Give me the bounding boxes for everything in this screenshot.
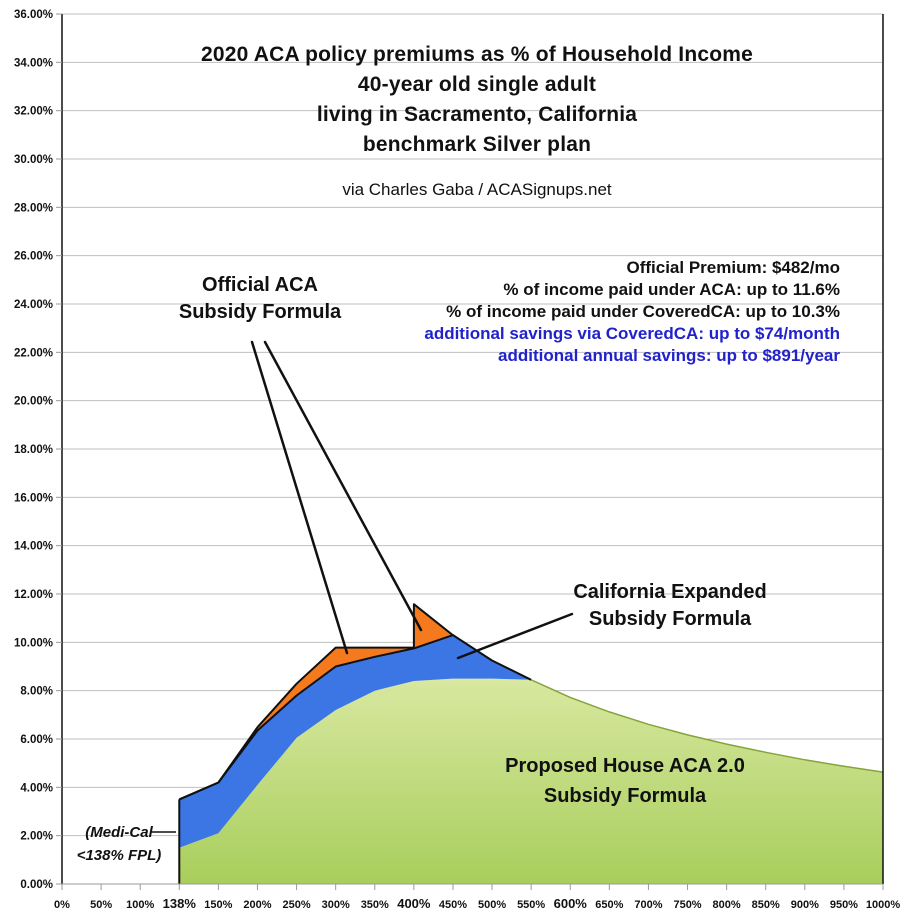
x-tick-label: 250% xyxy=(282,899,311,911)
label-california-line1: California Expanded xyxy=(573,581,767,603)
x-tick-label: 750% xyxy=(673,899,702,911)
x-tick-label: 100% xyxy=(126,899,155,911)
x-tick-label: 550% xyxy=(517,899,546,911)
y-tick-label: 16.00% xyxy=(13,492,53,505)
title-line-3: living in Sacramento, California xyxy=(316,103,638,126)
y-tick-label: 6.00% xyxy=(20,734,53,746)
y-tick-label: 4.00% xyxy=(20,782,53,795)
stat-official-premium: Official Premium: $482/mo xyxy=(626,258,840,277)
y-tick-label: 2.00% xyxy=(20,830,53,843)
y-tick-label: 0.00% xyxy=(20,879,53,891)
callout-line-official-2 xyxy=(265,342,421,630)
label-medical-line2: <138% FPL) xyxy=(76,847,162,864)
x-tick-label: 200% xyxy=(243,899,272,911)
stats-annotation-block xyxy=(424,257,840,367)
stat-monthly-savings: additional savings via CoveredCA: up to $74/month xyxy=(424,324,840,343)
y-tick-label: 32.00% xyxy=(13,105,53,118)
x-tick-label: 1000% xyxy=(865,899,901,911)
y-tick-label: 28.00% xyxy=(13,202,53,215)
y-tick-label: 14.00% xyxy=(13,540,53,553)
y-tick-label: 36.00% xyxy=(13,9,53,21)
y-tick-label: 26.00% xyxy=(13,250,53,263)
label-california-line2: Subsidy Formula xyxy=(588,608,752,630)
label-official-aca-formula xyxy=(140,272,380,326)
title-line-4: benchmark Silver plan xyxy=(362,133,592,156)
x-tick-label: 700% xyxy=(634,899,663,911)
x-tick-label: 800% xyxy=(712,899,741,911)
x-tick-label: 50% xyxy=(90,899,113,911)
attribution-text: via Charles Gaba / ACASignups.net xyxy=(342,180,612,199)
title-line-1: 2020 ACA policy premiums as % of Household Income xyxy=(200,43,754,66)
stat-coveredca-percent: % of income paid under CoveredCA: up to 10.3% xyxy=(446,302,840,321)
x-tick-label: 900% xyxy=(790,899,819,911)
label-california-expanded-formula xyxy=(540,579,800,633)
label-official-line1: Official ACA xyxy=(202,274,318,296)
x-tick-label: 0% xyxy=(54,899,70,911)
chart-title xyxy=(62,40,892,160)
y-tick-label: 24.00% xyxy=(13,299,53,311)
label-official-line2: Subsidy Formula xyxy=(178,301,342,323)
y-tick-label: 30.00% xyxy=(13,154,53,166)
y-tick-label: 12.00% xyxy=(13,589,53,601)
x-tick-label: 138% xyxy=(162,896,196,911)
stat-aca-percent: % of income paid under ACA: up to 11.6% xyxy=(503,280,840,299)
y-tick-label: 10.00% xyxy=(13,637,53,650)
y-tick-label: 22.00% xyxy=(13,347,53,360)
y-tick-label: 8.00% xyxy=(20,685,53,698)
x-tick-label: 500% xyxy=(477,899,507,911)
y-tick-label: 20.00% xyxy=(13,395,53,408)
x-tick-label: 450% xyxy=(438,899,468,911)
x-tick-label: 650% xyxy=(595,899,624,911)
x-tick-label: 150% xyxy=(204,899,233,911)
y-tick-label: 18.00% xyxy=(13,444,53,456)
x-tick-label: 400% xyxy=(397,896,431,911)
stat-annual-savings: additional annual savings: up to $891/year xyxy=(498,346,840,365)
label-house-line1: Proposed House ACA 2.0 xyxy=(505,755,745,777)
x-tick-label: 300% xyxy=(321,899,350,911)
x-tick-label: 600% xyxy=(553,896,587,911)
y-tick-label: 34.00% xyxy=(13,57,53,70)
x-tick-label: 850% xyxy=(751,899,780,911)
label-house-line2: Subsidy Formula xyxy=(543,785,707,807)
label-medical-fpl xyxy=(56,821,182,867)
x-tick-label: 350% xyxy=(360,899,389,911)
label-house-aca20-formula xyxy=(470,751,780,811)
label-medical-line1: (Medi-Cal xyxy=(85,824,153,841)
x-tick-label: 950% xyxy=(829,899,858,911)
title-line-2: 40-year old single adult xyxy=(357,73,597,96)
